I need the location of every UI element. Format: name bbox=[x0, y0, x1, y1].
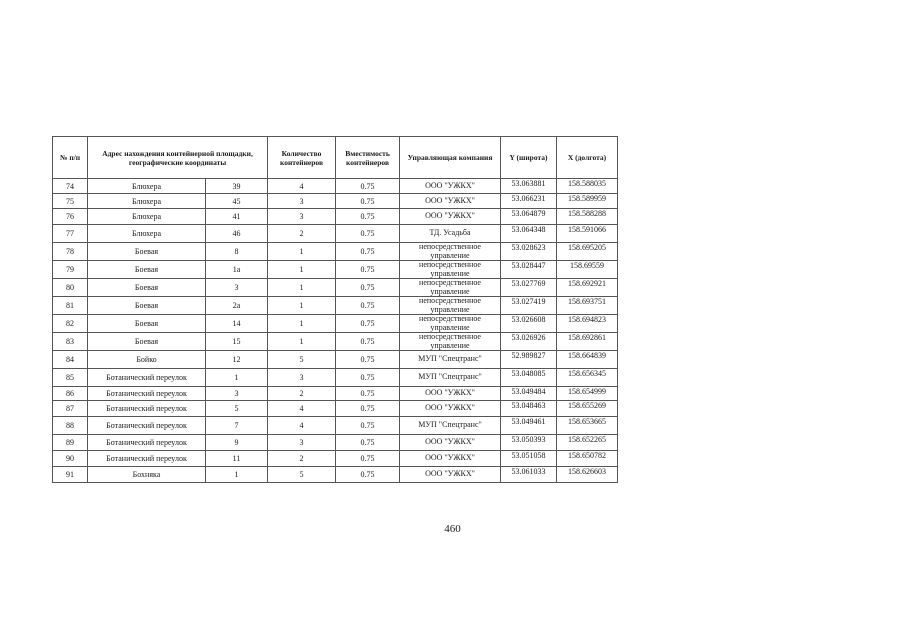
cell-house: 15 bbox=[206, 333, 268, 351]
header-address: Адрес нахождения контейнерной площадки, географические координаты bbox=[88, 137, 268, 179]
cell-y: 53.027769 bbox=[501, 279, 557, 297]
cell-capacity: 0.75 bbox=[336, 225, 400, 243]
cell-house: 9 bbox=[206, 435, 268, 451]
cell-street: Ботанический переулок bbox=[88, 387, 206, 401]
table-header-row bbox=[53, 137, 618, 179]
cell-y: 53.064879 bbox=[501, 209, 557, 225]
cell-house: 12 bbox=[206, 351, 268, 369]
cell-house: 41 bbox=[206, 209, 268, 225]
cell-x: 158.588288 bbox=[557, 209, 618, 225]
cell-street: Ботанический переулок bbox=[88, 417, 206, 435]
cell-company: ООО "УЖКХ" bbox=[400, 194, 501, 209]
cell-y: 53.049461 bbox=[501, 417, 557, 435]
cell-company: ТД. Усадьба bbox=[400, 225, 501, 243]
cell-num: 84 bbox=[53, 351, 88, 369]
page-number: 460 bbox=[444, 523, 461, 535]
cell-capacity: 0.75 bbox=[336, 451, 400, 467]
cell-num: 79 bbox=[53, 261, 88, 279]
cell-count: 3 bbox=[268, 194, 336, 209]
cell-capacity: 0.75 bbox=[336, 467, 400, 483]
table-row bbox=[53, 369, 618, 387]
header-company: Управляющая компания bbox=[400, 137, 501, 179]
cell-x: 158.656345 bbox=[557, 369, 618, 387]
cell-company: ООО "УЖКХ" bbox=[400, 387, 501, 401]
cell-capacity: 0.75 bbox=[336, 279, 400, 297]
cell-x: 158.588035 bbox=[557, 179, 618, 194]
cell-street: Боевая bbox=[88, 297, 206, 315]
cell-x: 158.695205 bbox=[557, 243, 618, 261]
cell-house: 14 bbox=[206, 315, 268, 333]
cell-count: 5 bbox=[268, 351, 336, 369]
cell-y: 53.027419 bbox=[501, 297, 557, 315]
cell-count: 5 bbox=[268, 467, 336, 483]
cell-company: непосредственное управление bbox=[400, 297, 501, 315]
cell-house: 1 bbox=[206, 467, 268, 483]
cell-company: непосредственное управление bbox=[400, 315, 501, 333]
cell-y: 53.048085 bbox=[501, 369, 557, 387]
table-row bbox=[53, 279, 618, 297]
cell-house: 2а bbox=[206, 297, 268, 315]
cell-num: 78 bbox=[53, 243, 88, 261]
cell-company: МУП "Спецтранс" bbox=[400, 351, 501, 369]
table-row bbox=[53, 209, 618, 225]
cell-capacity: 0.75 bbox=[336, 297, 400, 315]
cell-x: 158.650782 bbox=[557, 451, 618, 467]
cell-y: 53.028623 bbox=[501, 243, 557, 261]
cell-company: ООО "УЖКХ" bbox=[400, 179, 501, 194]
cell-capacity: 0.75 bbox=[336, 387, 400, 401]
cell-y: 53.049484 bbox=[501, 387, 557, 401]
cell-street: Боевая bbox=[88, 261, 206, 279]
cell-y: 53.050393 bbox=[501, 435, 557, 451]
cell-street: Блюхера bbox=[88, 209, 206, 225]
cell-count: 4 bbox=[268, 179, 336, 194]
table-row bbox=[53, 401, 618, 417]
table-row bbox=[53, 194, 618, 209]
cell-count: 3 bbox=[268, 435, 336, 451]
cell-y: 53.026926 bbox=[501, 333, 557, 351]
cell-count: 4 bbox=[268, 417, 336, 435]
cell-y: 53.063881 bbox=[501, 179, 557, 194]
cell-capacity: 0.75 bbox=[336, 417, 400, 435]
cell-street: Боевая bbox=[88, 279, 206, 297]
cell-company: непосредственное управление bbox=[400, 261, 501, 279]
cell-y: 53.026608 bbox=[501, 315, 557, 333]
cell-x: 158.626603 bbox=[557, 467, 618, 483]
cell-street: Ботанический переулок bbox=[88, 369, 206, 387]
cell-x: 158.692921 bbox=[557, 279, 618, 297]
cell-house: 11 bbox=[206, 451, 268, 467]
cell-street: Блюхера bbox=[88, 225, 206, 243]
cell-count: 1 bbox=[268, 243, 336, 261]
cell-company: ООО "УЖКХ" bbox=[400, 401, 501, 417]
cell-y: 53.061033 bbox=[501, 467, 557, 483]
cell-street: Ботанический переулок bbox=[88, 451, 206, 467]
table-row bbox=[53, 351, 618, 369]
cell-x: 158.652265 bbox=[557, 435, 618, 451]
cell-x: 158.591066 bbox=[557, 225, 618, 243]
cell-x: 158.694823 bbox=[557, 315, 618, 333]
cell-street: Боевая bbox=[88, 243, 206, 261]
cell-x: 158.692861 bbox=[557, 333, 618, 351]
cell-x: 158.693751 bbox=[557, 297, 618, 315]
cell-company: МУП "Спецтранс" bbox=[400, 369, 501, 387]
cell-street: Бойко bbox=[88, 351, 206, 369]
cell-capacity: 0.75 bbox=[336, 333, 400, 351]
cell-count: 2 bbox=[268, 451, 336, 467]
cell-capacity: 0.75 bbox=[336, 243, 400, 261]
cell-count: 1 bbox=[268, 279, 336, 297]
cell-street: Блюхера bbox=[88, 179, 206, 194]
cell-y: 53.066231 bbox=[501, 194, 557, 209]
cell-num: 86 bbox=[53, 387, 88, 401]
table-row bbox=[53, 225, 618, 243]
cell-house: 1 bbox=[206, 369, 268, 387]
header-x: X (долгота) bbox=[557, 137, 618, 179]
table-row bbox=[53, 179, 618, 194]
cell-x: 158.653665 bbox=[557, 417, 618, 435]
cell-x: 158.69559 bbox=[557, 261, 618, 279]
cell-y: 52.989827 bbox=[501, 351, 557, 369]
cell-capacity: 0.75 bbox=[336, 179, 400, 194]
table-row bbox=[53, 243, 618, 261]
header-count: Количество контейнеров bbox=[268, 137, 336, 179]
cell-capacity: 0.75 bbox=[336, 194, 400, 209]
cell-company: непосредственное управление bbox=[400, 279, 501, 297]
cell-count: 1 bbox=[268, 261, 336, 279]
header-num: № п/п bbox=[53, 137, 88, 179]
cell-count: 3 bbox=[268, 369, 336, 387]
cell-num: 77 bbox=[53, 225, 88, 243]
cell-num: 91 bbox=[53, 467, 88, 483]
cell-capacity: 0.75 bbox=[336, 351, 400, 369]
cell-capacity: 0.75 bbox=[336, 401, 400, 417]
cell-street: Боевая bbox=[88, 333, 206, 351]
cell-count: 2 bbox=[268, 387, 336, 401]
cell-house: 45 bbox=[206, 194, 268, 209]
cell-num: 82 bbox=[53, 315, 88, 333]
cell-capacity: 0.75 bbox=[336, 261, 400, 279]
cell-capacity: 0.75 bbox=[336, 369, 400, 387]
table-row bbox=[53, 467, 618, 483]
cell-company: ООО "УЖКХ" bbox=[400, 209, 501, 225]
table-row bbox=[53, 387, 618, 401]
cell-house: 7 bbox=[206, 417, 268, 435]
cell-count: 1 bbox=[268, 333, 336, 351]
cell-house: 8 bbox=[206, 243, 268, 261]
cell-street: Боевая bbox=[88, 315, 206, 333]
table-row bbox=[53, 417, 618, 435]
cell-company: ООО "УЖКХ" bbox=[400, 467, 501, 483]
cell-company: МУП "Спецтранс" bbox=[400, 417, 501, 435]
cell-street: Блюхера bbox=[88, 194, 206, 209]
cell-num: 90 bbox=[53, 451, 88, 467]
cell-num: 74 bbox=[53, 179, 88, 194]
cell-count: 3 bbox=[268, 209, 336, 225]
cell-x: 158.664839 bbox=[557, 351, 618, 369]
cell-x: 158.655269 bbox=[557, 401, 618, 417]
header-y: Y (широта) bbox=[501, 137, 557, 179]
cell-num: 83 bbox=[53, 333, 88, 351]
cell-company: непосредственное управление bbox=[400, 243, 501, 261]
table-row bbox=[53, 451, 618, 467]
header-capacity: Вместимость контейнеров bbox=[336, 137, 400, 179]
cell-company: ООО "УЖКХ" bbox=[400, 435, 501, 451]
cell-count: 1 bbox=[268, 315, 336, 333]
cell-count: 1 bbox=[268, 297, 336, 315]
table-row bbox=[53, 333, 618, 351]
cell-y: 53.048463 bbox=[501, 401, 557, 417]
cell-company: ООО "УЖКХ" bbox=[400, 451, 501, 467]
cell-x: 158.654999 bbox=[557, 387, 618, 401]
cell-house: 46 bbox=[206, 225, 268, 243]
cell-num: 89 bbox=[53, 435, 88, 451]
cell-num: 81 bbox=[53, 297, 88, 315]
cell-y: 53.064348 bbox=[501, 225, 557, 243]
cell-num: 75 bbox=[53, 194, 88, 209]
cell-house: 39 bbox=[206, 179, 268, 194]
table-row bbox=[53, 297, 618, 315]
table-row bbox=[53, 261, 618, 279]
table-row bbox=[53, 435, 618, 451]
cell-num: 85 bbox=[53, 369, 88, 387]
cell-house: 3 bbox=[206, 279, 268, 297]
cell-num: 76 bbox=[53, 209, 88, 225]
cell-count: 2 bbox=[268, 225, 336, 243]
cell-capacity: 0.75 bbox=[336, 435, 400, 451]
cell-num: 87 bbox=[53, 401, 88, 417]
cell-y: 53.028447 bbox=[501, 261, 557, 279]
cell-house: 3 bbox=[206, 387, 268, 401]
cell-street: Ботанический переулок bbox=[88, 401, 206, 417]
containers-table bbox=[52, 136, 618, 483]
cell-num: 88 bbox=[53, 417, 88, 435]
cell-x: 158.589959 bbox=[557, 194, 618, 209]
cell-street: Ботанический переулок bbox=[88, 435, 206, 451]
cell-company: непосредственное управление bbox=[400, 333, 501, 351]
cell-street: Бохняка bbox=[88, 467, 206, 483]
cell-capacity: 0.75 bbox=[336, 315, 400, 333]
cell-count: 4 bbox=[268, 401, 336, 417]
table-row bbox=[53, 315, 618, 333]
cell-y: 53.051058 bbox=[501, 451, 557, 467]
cell-capacity: 0.75 bbox=[336, 209, 400, 225]
cell-house: 1а bbox=[206, 261, 268, 279]
cell-num: 80 bbox=[53, 279, 88, 297]
cell-house: 5 bbox=[206, 401, 268, 417]
